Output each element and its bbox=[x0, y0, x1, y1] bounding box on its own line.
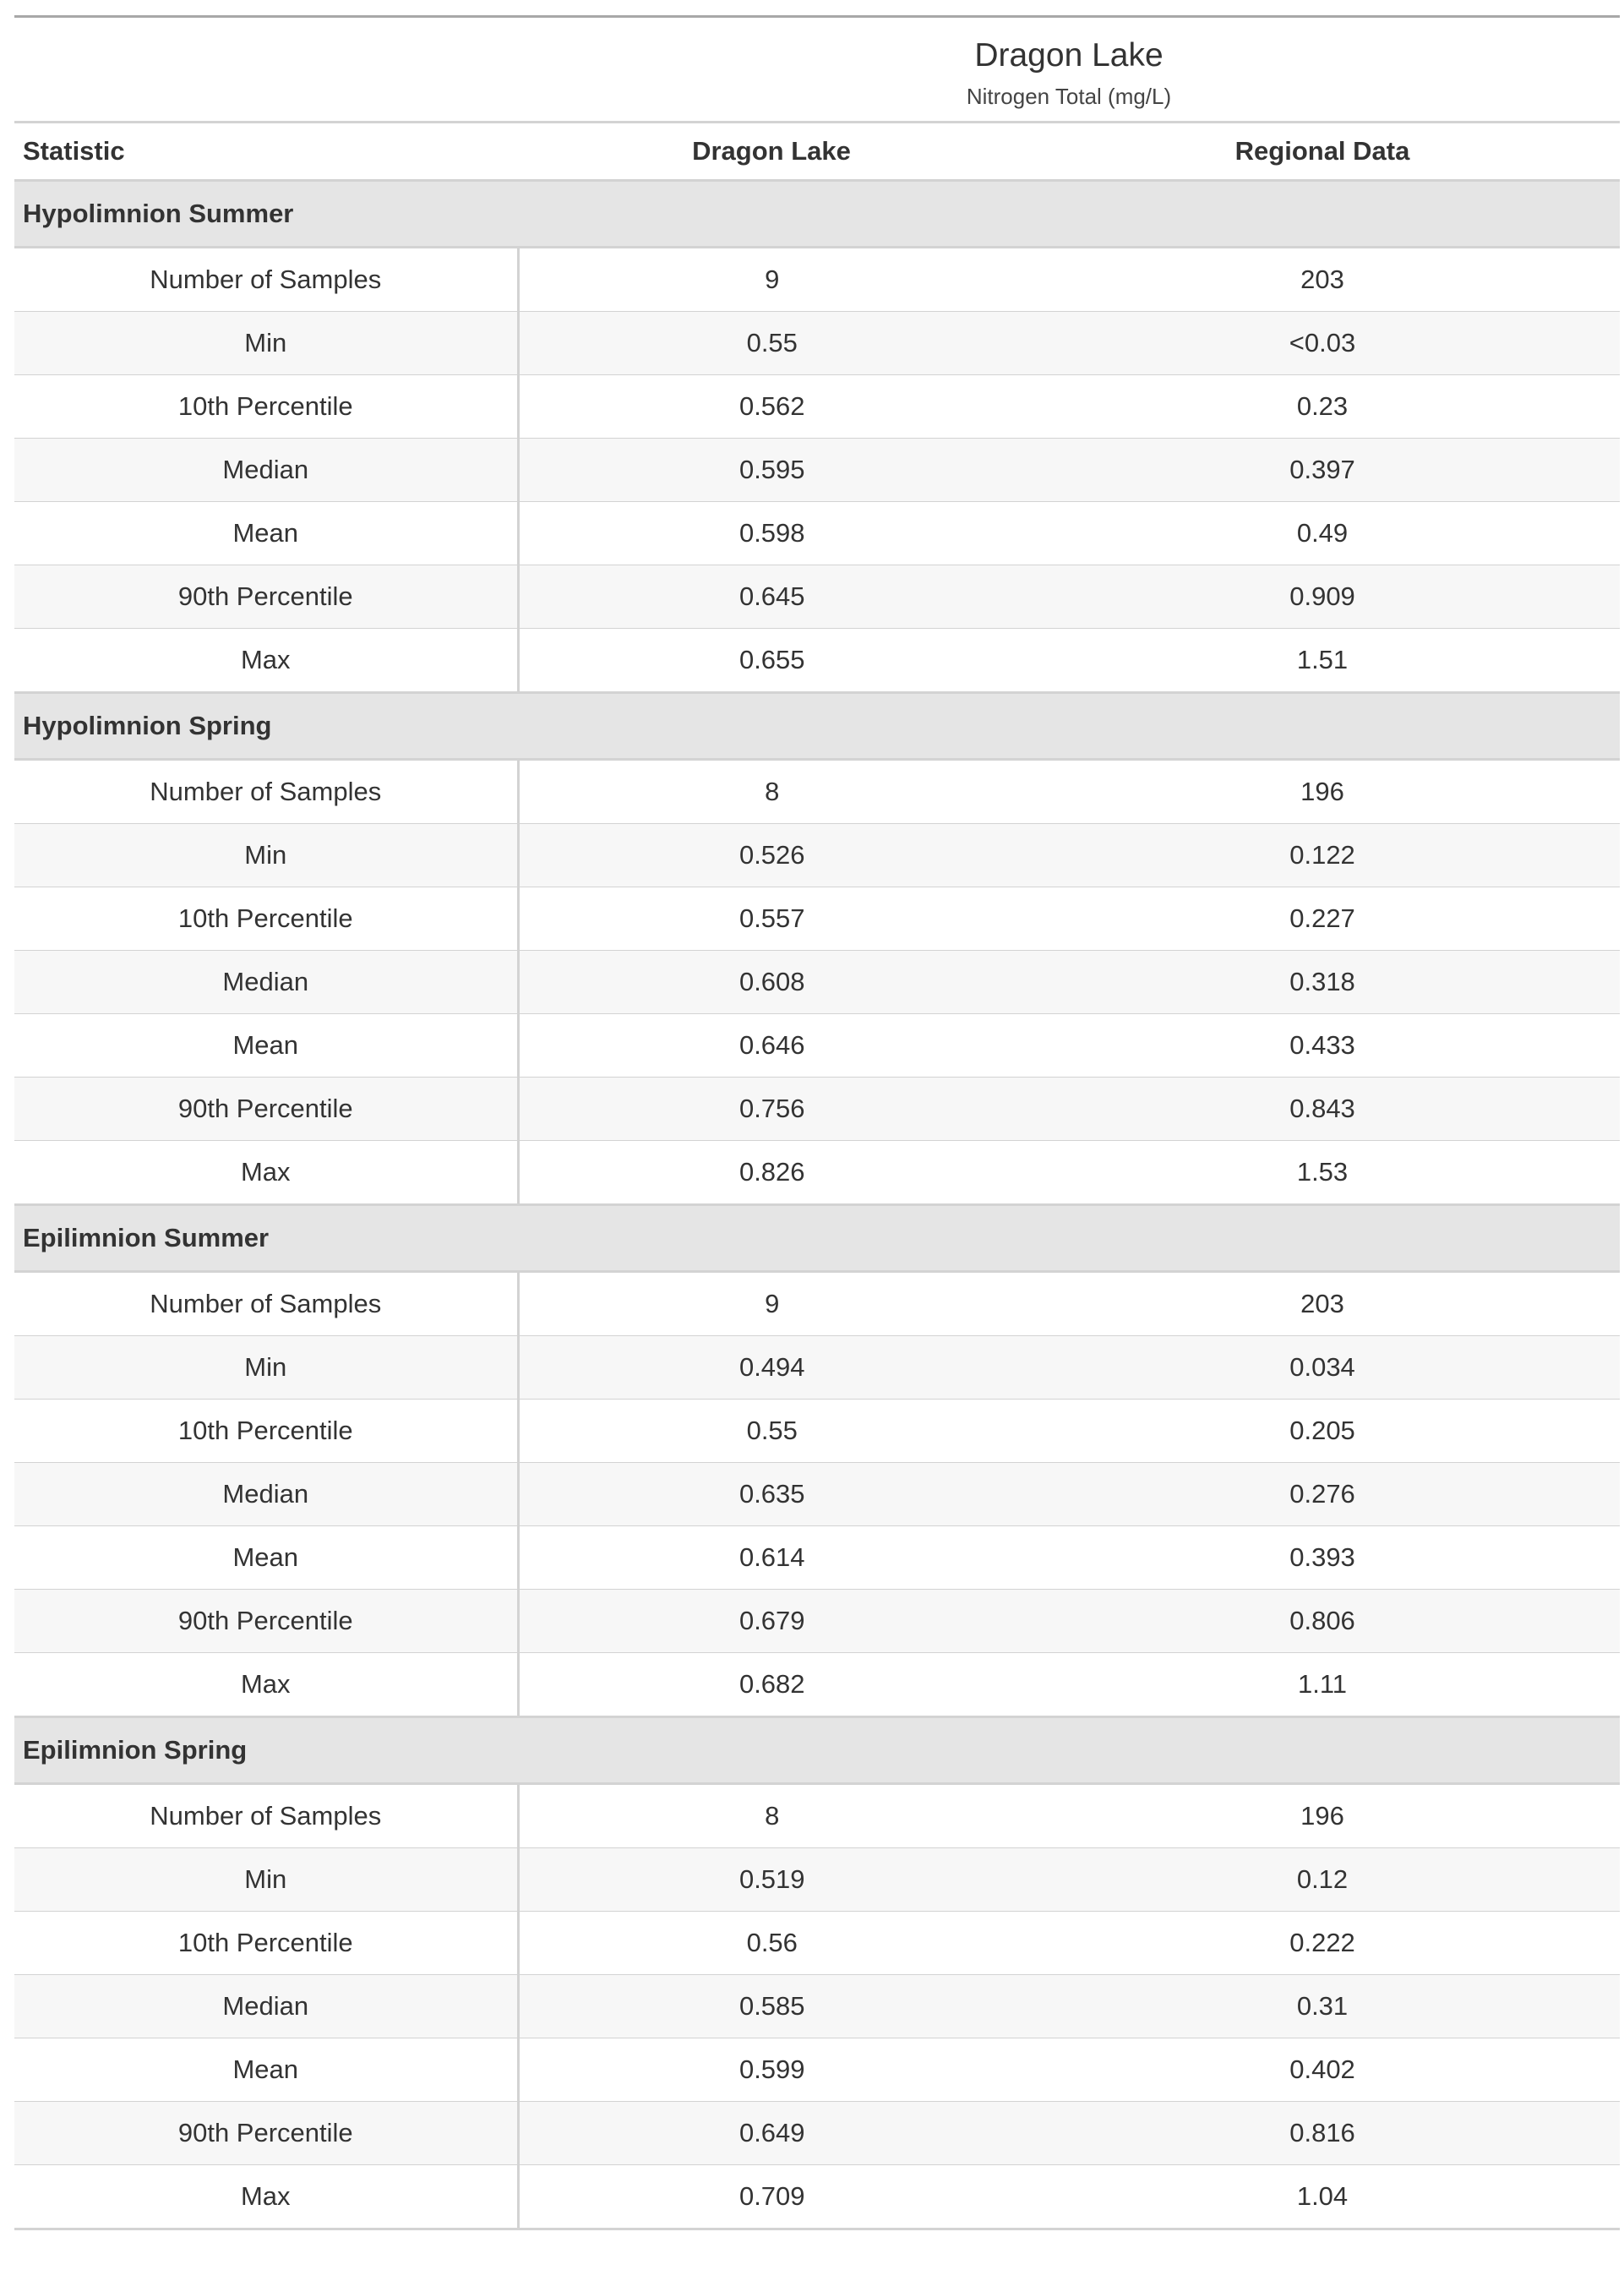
group-header-row bbox=[14, 1205, 1620, 1272]
regional-data-value: 0.318 bbox=[1025, 951, 1620, 1014]
table-row bbox=[14, 1400, 1620, 1463]
dragon-lake-value: 8 bbox=[518, 1784, 1025, 1848]
dragon-lake-value: 8 bbox=[518, 760, 1025, 824]
dragon-lake-value: 0.826 bbox=[518, 1141, 1025, 1205]
table-row bbox=[14, 1653, 1620, 1717]
summary-table bbox=[14, 15, 1620, 2230]
statistic-cell: Min bbox=[14, 1848, 518, 1912]
dragon-lake-value: 0.56 bbox=[518, 1912, 1025, 1975]
statistic-cell: Number of Samples bbox=[14, 760, 518, 824]
group-label: Epilimnion Summer bbox=[14, 1205, 1620, 1272]
statistic-cell: Median bbox=[14, 951, 518, 1014]
regional-data-value: 0.227 bbox=[1025, 887, 1620, 951]
dragon-lake-value: 0.55 bbox=[518, 312, 1025, 375]
dragon-lake-value: 0.557 bbox=[518, 887, 1025, 951]
statistic-cell: Max bbox=[14, 1141, 518, 1205]
statistic-cell: Number of Samples bbox=[14, 1784, 518, 1848]
group-header-row bbox=[14, 693, 1620, 760]
regional-data-value: 0.23 bbox=[1025, 375, 1620, 439]
regional-data-value: 0.31 bbox=[1025, 1975, 1620, 2038]
regional-data-value: 0.816 bbox=[1025, 2102, 1620, 2165]
table-row bbox=[14, 824, 1620, 887]
dragon-lake-value: 9 bbox=[518, 248, 1025, 312]
table-row bbox=[14, 1590, 1620, 1653]
dragon-lake-value: 0.595 bbox=[518, 439, 1025, 502]
group-label: Epilimnion Spring bbox=[14, 1717, 1620, 1784]
table-row bbox=[14, 951, 1620, 1014]
regional-data-value: 1.11 bbox=[1025, 1653, 1620, 1717]
table-subtitle: Nitrogen Total (mg/L) bbox=[966, 84, 1172, 109]
table-row bbox=[14, 565, 1620, 629]
table-row bbox=[14, 1141, 1620, 1205]
table-row bbox=[14, 1526, 1620, 1590]
regional-data-value: 196 bbox=[1025, 1784, 1620, 1848]
statistic-cell: 90th Percentile bbox=[14, 1078, 518, 1141]
dragon-lake-value: 9 bbox=[518, 1272, 1025, 1336]
regional-data-value: 0.843 bbox=[1025, 1078, 1620, 1141]
dragon-lake-value: 0.709 bbox=[518, 2165, 1025, 2229]
statistic-cell: Median bbox=[14, 1463, 518, 1526]
regional-data-value: 203 bbox=[1025, 248, 1620, 312]
dragon-lake-value: 0.646 bbox=[518, 1014, 1025, 1078]
table-row bbox=[14, 1975, 1620, 2038]
dragon-lake-value: 0.494 bbox=[518, 1336, 1025, 1400]
regional-data-value: 1.04 bbox=[1025, 2165, 1620, 2229]
table-row bbox=[14, 312, 1620, 375]
dragon-lake-value: 0.519 bbox=[518, 1848, 1025, 1912]
statistic-cell: Mean bbox=[14, 1526, 518, 1590]
table-row bbox=[14, 2038, 1620, 2102]
dragon-lake-value: 0.645 bbox=[518, 565, 1025, 629]
column-header-dragon-lake: Dragon Lake bbox=[518, 123, 1025, 181]
statistic-cell: 10th Percentile bbox=[14, 1400, 518, 1463]
table-row bbox=[14, 1014, 1620, 1078]
table-row bbox=[14, 887, 1620, 951]
group-header-row bbox=[14, 181, 1620, 248]
table-row bbox=[14, 760, 1620, 824]
group-header-row bbox=[14, 1717, 1620, 1784]
dragon-lake-value: 0.526 bbox=[518, 824, 1025, 887]
dragon-lake-value: 0.756 bbox=[518, 1078, 1025, 1141]
table-row bbox=[14, 1078, 1620, 1141]
dragon-lake-value: 0.682 bbox=[518, 1653, 1025, 1717]
table-row bbox=[14, 629, 1620, 693]
regional-data-value: 0.433 bbox=[1025, 1014, 1620, 1078]
title-spacer-cell bbox=[14, 17, 518, 123]
dragon-lake-value: 0.599 bbox=[518, 2038, 1025, 2102]
dragon-lake-value: 0.585 bbox=[518, 1975, 1025, 2038]
statistic-cell: Max bbox=[14, 629, 518, 693]
column-header-statistic: Statistic bbox=[14, 123, 518, 181]
table-row bbox=[14, 2165, 1620, 2229]
statistic-cell: Median bbox=[14, 439, 518, 502]
regional-data-value: 0.205 bbox=[1025, 1400, 1620, 1463]
table-row bbox=[14, 375, 1620, 439]
statistic-cell: Mean bbox=[14, 1014, 518, 1078]
dragon-lake-value: 0.655 bbox=[518, 629, 1025, 693]
regional-data-value: 1.53 bbox=[1025, 1141, 1620, 1205]
statistic-cell: Median bbox=[14, 1975, 518, 2038]
statistic-cell: 90th Percentile bbox=[14, 2102, 518, 2165]
dragon-lake-value: 0.55 bbox=[518, 1400, 1025, 1463]
regional-data-value: 0.49 bbox=[1025, 502, 1620, 565]
regional-data-value: <0.03 bbox=[1025, 312, 1620, 375]
dragon-lake-value: 0.562 bbox=[518, 375, 1025, 439]
table-row bbox=[14, 1463, 1620, 1526]
column-header-regional-data: Regional Data bbox=[1025, 123, 1620, 181]
regional-data-value: 196 bbox=[1025, 760, 1620, 824]
dragon-lake-value: 0.608 bbox=[518, 951, 1025, 1014]
regional-data-value: 0.397 bbox=[1025, 439, 1620, 502]
group-label: Hypolimnion Summer bbox=[14, 181, 1620, 248]
table-row bbox=[14, 1336, 1620, 1400]
table-title-row bbox=[14, 17, 1620, 123]
title-cell bbox=[518, 17, 1620, 123]
regional-data-value: 0.222 bbox=[1025, 1912, 1620, 1975]
statistic-cell: 10th Percentile bbox=[14, 375, 518, 439]
regional-data-value: 0.909 bbox=[1025, 565, 1620, 629]
table-row bbox=[14, 248, 1620, 312]
statistic-cell: Min bbox=[14, 312, 518, 375]
regional-data-value: 0.276 bbox=[1025, 1463, 1620, 1526]
regional-data-value: 0.806 bbox=[1025, 1590, 1620, 1653]
table-row bbox=[14, 502, 1620, 565]
dragon-lake-value: 0.649 bbox=[518, 2102, 1025, 2165]
table-title: Dragon Lake bbox=[974, 37, 1164, 74]
statistic-cell: 10th Percentile bbox=[14, 887, 518, 951]
table-row bbox=[14, 1848, 1620, 1912]
statistic-cell: Min bbox=[14, 824, 518, 887]
statistic-cell: 10th Percentile bbox=[14, 1912, 518, 1975]
statistic-cell: Mean bbox=[14, 2038, 518, 2102]
statistic-cell: 90th Percentile bbox=[14, 565, 518, 629]
statistic-cell: Number of Samples bbox=[14, 248, 518, 312]
dragon-lake-value: 0.614 bbox=[518, 1526, 1025, 1590]
column-header-row bbox=[14, 123, 1620, 181]
statistic-cell: Mean bbox=[14, 502, 518, 565]
dragon-lake-value: 0.598 bbox=[518, 502, 1025, 565]
table-row bbox=[14, 439, 1620, 502]
dragon-lake-value: 0.679 bbox=[518, 1590, 1025, 1653]
summary-table-container bbox=[14, 15, 1620, 2230]
table-row bbox=[14, 2102, 1620, 2165]
table-row bbox=[14, 1272, 1620, 1336]
regional-data-value: 1.51 bbox=[1025, 629, 1620, 693]
dragon-lake-value: 0.635 bbox=[518, 1463, 1025, 1526]
table-row bbox=[14, 1784, 1620, 1848]
statistic-cell: Min bbox=[14, 1336, 518, 1400]
regional-data-value: 203 bbox=[1025, 1272, 1620, 1336]
statistic-cell: Number of Samples bbox=[14, 1272, 518, 1336]
table-row bbox=[14, 1912, 1620, 1975]
statistic-cell: Max bbox=[14, 1653, 518, 1717]
statistic-cell: 90th Percentile bbox=[14, 1590, 518, 1653]
statistic-cell: Max bbox=[14, 2165, 518, 2229]
regional-data-value: 0.122 bbox=[1025, 824, 1620, 887]
regional-data-value: 0.034 bbox=[1025, 1336, 1620, 1400]
regional-data-value: 0.393 bbox=[1025, 1526, 1620, 1590]
regional-data-value: 0.12 bbox=[1025, 1848, 1620, 1912]
group-label: Hypolimnion Spring bbox=[14, 693, 1620, 760]
regional-data-value: 0.402 bbox=[1025, 2038, 1620, 2102]
table-body bbox=[14, 181, 1620, 2229]
